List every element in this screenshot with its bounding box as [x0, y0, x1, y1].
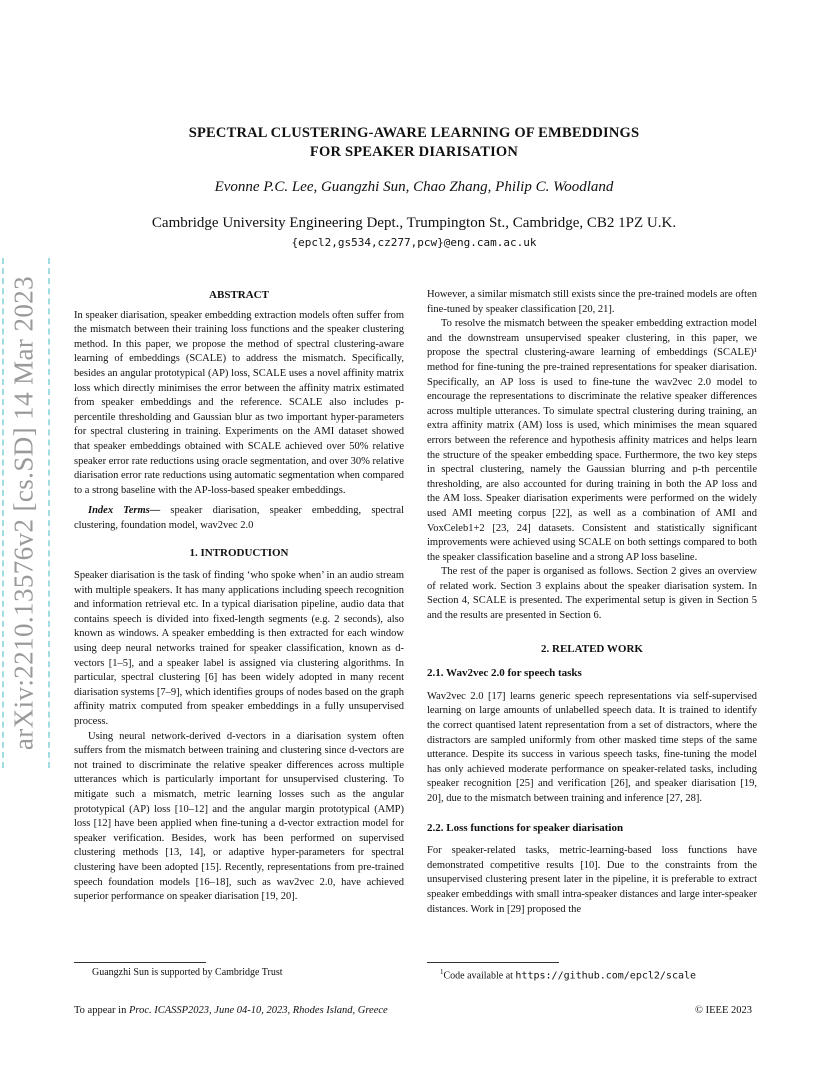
index-terms-label: Index Terms—	[88, 505, 161, 517]
subsection-2-1-text: Wav2vec 2.0 [17] learns generic speech representations via self-supervised learning on large amounts of unlabelled speech data. It is trained to identify the correct quantised latent representation from a set of distractors, where the distractors are sampled uniformly from other masked time steps of the same utterance. Despite its success in various speech tasks, fine-tuning the model has only achieved moderate performance on speaker-related tasks, including speaker recognition [25] and verification [26], and speaker diarisation [19, 20], due to the mismatch between training and inference [27, 28].	[427, 690, 757, 804]
code-url-link[interactable]: https://github.com/epcl2/scale	[515, 970, 697, 982]
index-terms	[74, 504, 404, 533]
footnote-rule-left	[74, 962, 206, 963]
right-paragraph-2: To resolve the mismatch between the speaker embedding extraction model and the downstream unsupervised speaker clustering, in this paper, we propose the spectral clustering-aware learning of embeddings (SCALE)¹ method for fine-tuning the pre-trained representations for speaker diarisation. Specifically, an AP loss is used to fine-tune the wav2vec 2.0 model to encourage the representations to discriminate the relative speaker differences across multiple utterances. To simulate spectral clustering during training, an extra affinity matrix (AM) loss is used, which minimises the mean squared errors between the reference and hypothesis affinity matrices and helps learn the structure of the speaker embedding space. Furthermore, the two key steps in spectral clustering, namely the Gaussian blurring and p-th percentile thresholding, are also accounted for during training in both the AP loss and the AM loss. Speaker diarisation experiments were performed on the widely used AMI meeting corpus [22], as well as a combination of AMI and VoxCeleb1+2 [23, 24] datasets. Consistent and statistically significant improvements were achieved using SCALE on both settings compared to both the speaker classification baseline and a strong AP loss baseline.	[427, 318, 757, 563]
footnote-funding: Guangzhi Sun is supported by Cambridge Trust	[92, 967, 283, 978]
footnote-code-text: Code available at	[443, 970, 516, 982]
author-emails: {epcl2,gs534,cz277,pcw}@eng.cam.ac.uk	[291, 236, 537, 249]
footer-copyright: © IEEE 2023	[695, 1005, 752, 1016]
intro-paragraph-2: Using neural network-derived d-vectors in a diarisation system often suffers from the mismatch between training and clustering since d-vectors are not trained to discriminate the relative speaker differences across multiple utterances which is particularly important for unsupervised clustering. To mitigate such a mismatch, metric learning losses such as the angular prototypical (AP) loss [10–12] and the angular margin prototypical (AMP) loss [12] have been applied when fine-tuning a d-vector extraction model for speaker verification. Besides, work has been performed on supervised clustering methods [13, 14], or adaptive hyper-parameters for spectral clustering have been adopted [15]. Recently, representations from pre-trained speech foundation models [16–18], such as wav2vec 2.0, have achieved superior performance on speaker diarisation [19, 20].	[74, 730, 404, 903]
abstract-heading: ABSTRACT	[209, 289, 269, 301]
footnote-code	[440, 965, 760, 984]
footer-venue-name: Proc. ICASSP2023, June 04-10, 2023, Rhodes Island, Greece	[128, 1005, 388, 1016]
footer-venue	[74, 1005, 388, 1016]
footnote-rule-right	[427, 962, 559, 963]
title-line-2: FOR SPEAKER DIARISATION	[309, 144, 519, 160]
footer-prefix: To appear in	[74, 1005, 129, 1016]
title-line-1: SPECTRAL CLUSTERING-AWARE LEARNING OF EMBEDDINGS	[188, 125, 640, 141]
right-column	[427, 288, 757, 917]
right-paragraph-1: However, a similar mismatch still exists since the pre-trained models are often fine-tuned by speaker classification [20, 21].	[427, 289, 757, 315]
subsection-2-1-heading: 2.1. Wav2vec 2.0 for speech tasks	[427, 667, 582, 680]
left-column	[74, 288, 404, 905]
subsection-2-2-text: For speaker-related tasks, metric-learning-based loss functions have demonstrated competitive results [10]. Due to the constraints from the unsupervised clustering present later in the pipeline, it is preferable to extract speaker embeddings with small intra-speaker distances and large inter-speaker distances. Work in [29] proposed the	[427, 845, 757, 915]
intro-paragraph-1: Speaker diarisation is the task of finding ‘who spoke when’ in an audio stream with multiple speakers. It has many applications including speech recognition and information retrieval etc. In a typical diarisation pipeline, audio data that contains speech is divided into fixed-length segments (e.g. 2 seconds), also known as windows. A speaker embedding is then extracted for each window using deep neural networks trained for speaker classification, known as d-vectors [1–5], and a speaker label is assigned via clustering algorithms. In particular, spectral clustering [6] has been widely adopted in many recent diarisation systems [7–9], which identifies groups of nodes based on the graph affinity matrix computed from speaker embeddings in a fully unsupervised process.	[74, 570, 404, 728]
right-paragraph-3: The rest of the paper is organised as follows. Section 2 gives an overview of related work. Section 3 explains about the speaker diarisation system. In Section 4, SCALE is presented. The experimental setup is given in Section 5 and the results are presented in Section 6.	[427, 566, 757, 622]
author-list: Evonne P.C. Lee, Guangzhi Sun, Chao Zhang, Philip C. Woodland	[214, 179, 614, 195]
affiliation: Cambridge University Engineering Dept., Trumpington St., Cambridge, CB2 1PZ U.K.	[151, 215, 677, 231]
index-terms-list: speaker diarisation, speaker embedding, spectral clustering, foundation model, wav2vec 2.0	[74, 505, 404, 531]
paper-title	[0, 124, 828, 162]
section-2-heading: 2. RELATED WORK	[541, 642, 643, 655]
abstract-text: In speaker diarisation, speaker embedding extraction models often suffer from the mismatch between their training loss functions and the speaker clustering method. In this paper, we propose the method of spectral clustering-aware learning of embeddings (SCALE) to address the mismatch. Specifically, besides an angular prototypical (AP) loss, SCALE uses a novel affinity matrix loss which directly minimises the error between the affinity matrix estimated from speaker embeddings and the reference. SCALE also includes p-percentile thresholding and Gaussian blur as two important hyper-parameters for spectral clustering in training. Experiments on the AMI dataset showed that speaker embeddings obtained with SCALE achieved over 50% relative speaker error rate reductions using oracle segmentation, and over 30% relative diarisation error rate reductions using automatic segmentation when compared to a strong baseline with the AP-loss-based speaker embeddings.	[74, 309, 404, 496]
section-1-heading: 1. INTRODUCTION	[189, 546, 289, 559]
arxiv-identifier[interactable]: arXiv:2210.13576v2 [cs.SD] 14 Mar 2023	[8, 275, 39, 751]
footnote-mark: 1	[440, 968, 444, 976]
subsection-2-2-heading: 2.2. Loss functions for speaker diarisation	[427, 821, 624, 834]
